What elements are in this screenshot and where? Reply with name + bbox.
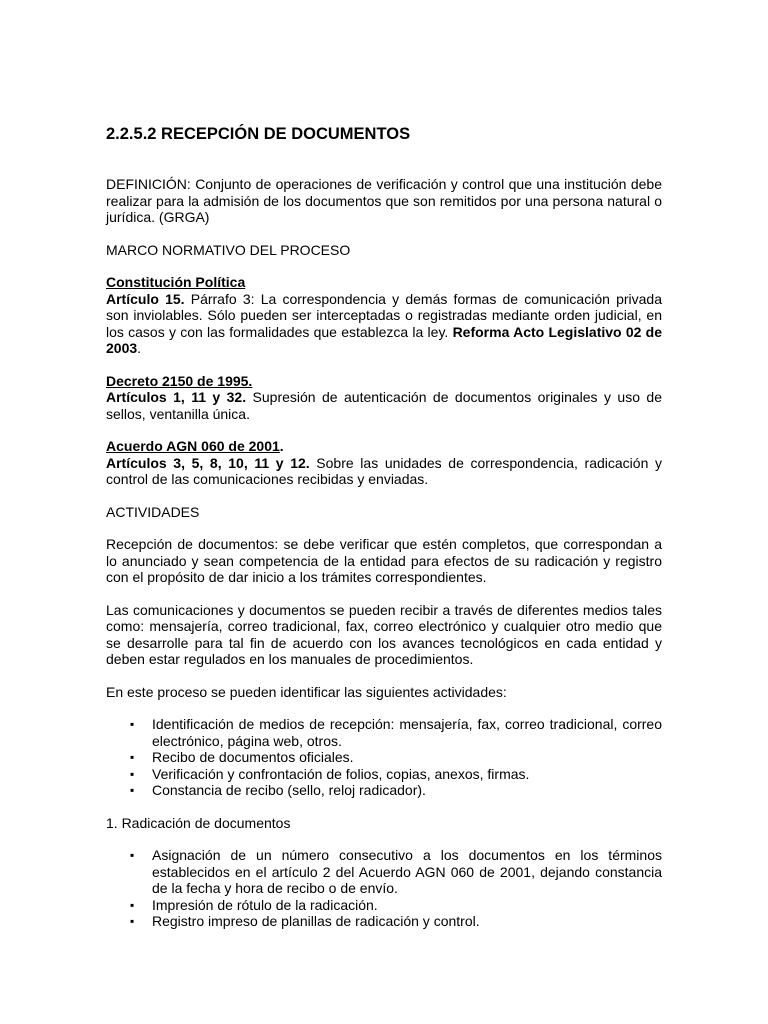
section-heading: 2.2.5.2 RECEPCIÓN DE DOCUMENTOS [106, 125, 411, 143]
list-item: ▪ Constancia de recibo (sello, reloj radicador). [106, 782, 662, 799]
constitucion-title: Constitución Política [106, 274, 246, 290]
constitucion-block [106, 274, 662, 357]
radicacion-title: 1. Radicación de documentos [106, 814, 291, 831]
constitucion-article: Artículo 15. [106, 290, 185, 307]
list-item: ▪ Registro impreso de planillas de radicación y control. [106, 913, 662, 930]
radicacion-list [106, 847, 662, 930]
acuerdo-block [106, 438, 662, 488]
recepcion-paragraph: Recepción de documentos: se debe verificar que estén completos, que correspondan a lo anunciado y sean competencia de la entidad para efectos de su radicación y registro con el propósito de dar inicio a los trámites correspondientes. [106, 536, 662, 585]
comunicaciones-paragraph: Las comunicaciones y documentos se pueden recibir a través de diferentes medios tales como: mensajería, correo tradicional, fax, correo electrónico y cualquier otro medio que se desarrolle para tal fin de acuerdo con los avances tecnológicos en cada entidad y deben estar regulados en los manuales de procedimientos. [106, 601, 662, 667]
acuerdo-article: Artículos 3, 5, 8, 10, 11 y 12. [106, 454, 310, 471]
acuerdo-title-end: . [279, 438, 284, 454]
actividades-title: ACTIVIDADES [106, 503, 200, 520]
acuerdo-text: Sobre las unidades de correspondencia, radicación y control de las comunicaciones recibidas y enviadas. [106, 454, 662, 487]
activities-list [106, 716, 662, 799]
decreto-block [106, 373, 662, 423]
decreto-text: Supresión de autenticación de documentos originales y uso de sellos, ventanilla única. [106, 389, 662, 422]
list-item: ▪ Identificación de medios de recepción: mensajería, fax, correo tradicional, correo electrónico, página web, otros. [106, 716, 662, 749]
definition-paragraph: DEFINICIÓN: Conjunto de operaciones de verificación y control que una institución debe realizar para la admisión de los documentos que son remitidos por una persona natural o jurídica. (GRGA) [106, 176, 662, 225]
list-item: ▪ Impresión de rótulo de la radicación. [106, 897, 662, 914]
constitucion-paragraph [106, 291, 662, 357]
decreto-paragraph [106, 389, 662, 422]
decreto-title: Decreto 2150 de 1995. [106, 372, 253, 389]
constitucion-reform: Reforma Acto Legislativo 02 de 2003 [106, 323, 663, 356]
list-item: ▪ Recibo de documentos oficiales. [106, 749, 662, 766]
proceso-intro: En este proceso se pueden identificar las siguientes actividades: [106, 683, 507, 700]
constitucion-end: . [137, 340, 142, 356]
marco-normativo-title: MARCO NORMATIVO DEL PROCESO [106, 241, 351, 258]
document-page [106, 124, 662, 930]
decreto-article: Artículos 1, 11 y 32. [106, 389, 247, 405]
list-item: ▪ Asignación de un número consecutivo a los documentos en los términos establecidos en el artículo 2 del Acuerdo AGN 060 de 2001, dejando constancia de la fecha y hora de recibo o de envío. [106, 847, 662, 897]
acuerdo-title: Acuerdo AGN 060 de 2001 [106, 438, 280, 454]
list-item: ▪ Verificación y confrontación de folios, copias, anexos, firmas. [106, 766, 662, 783]
constitucion-text: Párrafo 3: La correspondencia y demás formas de comunicación privada son inviolables. Sólo pueden ser interceptadas o registradas mediante orden judicial, en los casos y con las formalidades que establezca la ley. [106, 290, 662, 340]
acuerdo-paragraph [106, 455, 662, 488]
